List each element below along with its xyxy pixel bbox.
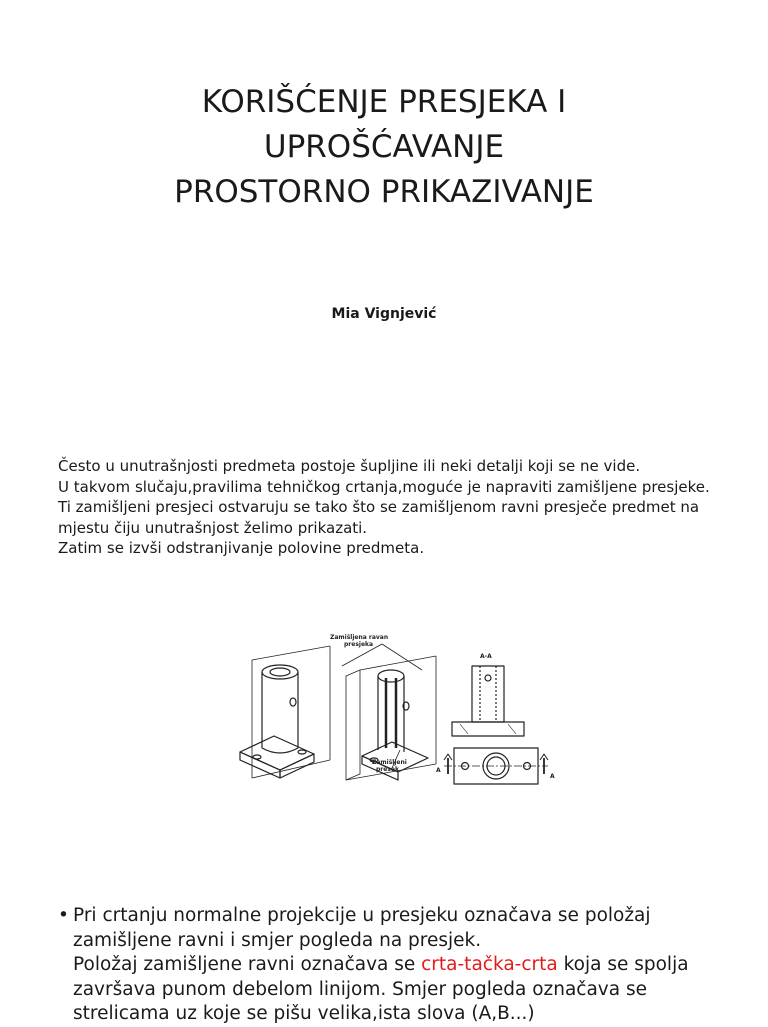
intro-line-4: Zatim se izvši odstranjivanje polovine predmeta. [58,539,425,557]
object-with-plane [240,646,330,778]
intro-line-3: Ti zamišljeni presjeci ostvaruju se tako što se zamišljenom ravni presječe predmet na mjestu čiju unutrašnjost želimo prikazati. [58,498,700,537]
bullet-icon: • [58,905,69,926]
author-name: Mia Vignjević [331,306,437,322]
section-label-line-2: presek [376,766,399,773]
intro-paragraph [58,456,738,559]
bullet-text [58,904,748,1027]
intro-line-1: Često u unutrašnjosti predmeta postoje šupljine ili neki detalji koji se ne vide. [58,457,641,475]
top-view [444,748,548,784]
bullet-point [58,904,748,1027]
section-aa-view [452,666,524,736]
plane-label-line-1: Zamišljena ravan [330,634,389,641]
section-drawing [222,630,562,790]
aa-label: A-A [480,653,492,660]
page-title [0,80,768,215]
bullet-line-2-post: koja se spolja završava punom debelom linijom. Smjer pogleda označava se strelicama uz koje se pišu velika,ista slova (A,B...) [73,954,689,1024]
title-line-3: PROSTORNO PRIKAZIVANJE [174,174,594,210]
section-drawing-figure [222,630,562,790]
section-label-line-1: Zamišljeni [372,759,407,766]
a-right-label: A [550,773,555,780]
a-left-label: A [436,767,441,774]
plane-label-line-2: presjeka [344,641,374,648]
bullet-line-1: Pri crtanju normalne projekcije u presjeku označava se položaj zamišljene ravni i smjer pogleda na presjek. [73,905,651,951]
title-line-1: KORIŠĆENJE PRESJEKA I [201,84,567,120]
highlight-dash-dot-line: crta-tačka-crta [421,954,558,975]
title-line-2: UPROŠĆAVANJE [263,129,505,165]
bullet-line-2 [73,953,748,1027]
bullet-line-2-pre: Položaj zamišljene ravni označava se [73,954,422,975]
intro-line-2: U takvom slučaju,pravilima tehničkog crtanja,moguće je napraviti zamišljene presjeke. [58,477,710,496]
